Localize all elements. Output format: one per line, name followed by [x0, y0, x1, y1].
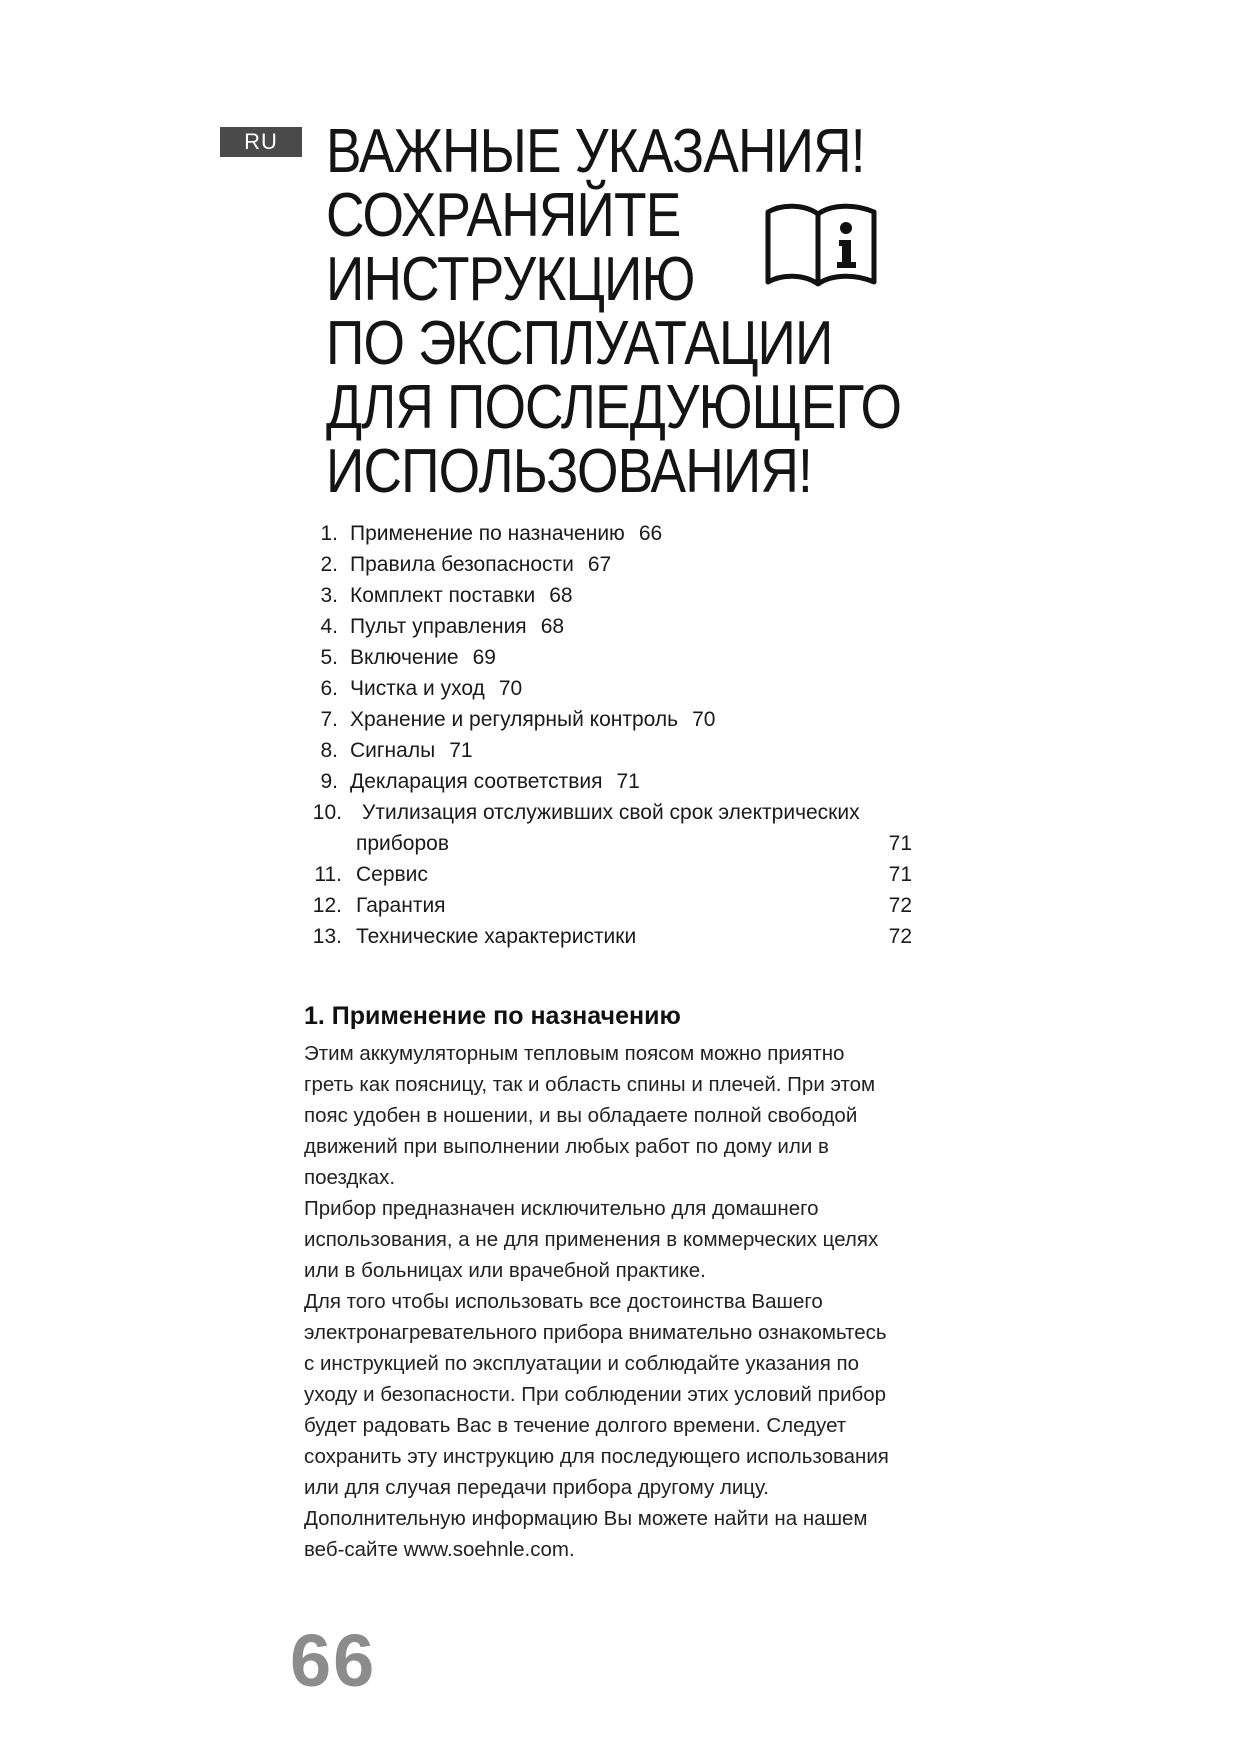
toc-text: Гарантия [356, 894, 446, 917]
toc-number: 8. [320, 739, 338, 762]
toc-item[interactable] [300, 890, 920, 921]
page-number: 66 [290, 1619, 377, 1702]
toc-page: 66 [638, 522, 663, 545]
body-line: поездках. [304, 1166, 396, 1189]
toc-item[interactable] [300, 549, 920, 580]
toc-item[interactable] [300, 611, 920, 642]
toc-page: 72 [888, 925, 912, 948]
page-title [326, 117, 902, 506]
toc-page: 68 [540, 615, 565, 638]
body-line: или для случая передачи прибора другому лицу. [304, 1476, 769, 1499]
toc-item-continuation[interactable] [300, 828, 920, 859]
toc-text: Утилизация отслуживших свой срок электрических [362, 801, 860, 824]
toc-page: 71 [888, 832, 912, 855]
body-line: Для того чтобы использовать все достоинства Вашего [304, 1290, 823, 1313]
table-of-contents [300, 518, 920, 952]
toc-number: 7. [320, 708, 338, 731]
body-line: или в больницах или врачебной практике. [304, 1259, 706, 1282]
title-line-3: ИНСТРУКЦИЮ [326, 245, 695, 314]
body-line: с инструкцией по эксплуатации и соблюдайте указания по [304, 1352, 860, 1375]
body-line: сохранить эту инструкцию для последующего использования [304, 1445, 889, 1468]
toc-page: 67 [587, 553, 612, 576]
toc-item[interactable] [300, 704, 920, 735]
toc-text: Комплект поставки 68 [350, 584, 573, 607]
toc-number: 3. [320, 584, 338, 607]
toc-number: 5. [320, 646, 338, 669]
body-line: Прибор предназначен исключительно для домашнего [304, 1197, 819, 1220]
toc-text: Включение 69 [350, 646, 496, 669]
title-line-1: ВАЖНЫЕ УКАЗАНИЯ! [326, 117, 865, 186]
body-line: будет радовать Вас в течение долгого времени. Следует [304, 1414, 847, 1437]
toc-number: 6. [320, 677, 338, 700]
toc-page: 68 [549, 584, 573, 607]
body-line: пояс удобен в ношении, и вы обладаете полной свободой [304, 1104, 858, 1127]
toc-item[interactable] [300, 673, 920, 704]
toc-page: 71 [616, 770, 640, 793]
toc-item[interactable] [300, 797, 920, 828]
body-line: уходу и безопасности. При соблюдении этих условий прибор [304, 1383, 887, 1406]
toc-number: 10. [312, 801, 342, 824]
toc-text: Декларация соответствия 71 [350, 770, 640, 793]
toc-item[interactable] [300, 642, 920, 673]
toc-number: 9. [320, 770, 338, 793]
toc-text: Сервис [356, 863, 428, 886]
toc-text: Сигналы 71 [350, 739, 473, 762]
toc-text: Чистка и уход 70 [350, 677, 523, 700]
toc-number: 12. [312, 894, 342, 917]
toc-item[interactable] [300, 859, 920, 890]
toc-item[interactable] [300, 735, 920, 766]
body-line: Дополнительную информацию Вы можете найти на нашем [304, 1507, 868, 1530]
body-line: Этим аккумуляторным тепловым поясом можно приятно [304, 1042, 845, 1065]
section-body [304, 1038, 944, 1565]
title-line-5: ДЛЯ ПОСЛЕДУЮЩЕГО [326, 373, 902, 442]
toc-page: 70 [692, 708, 716, 731]
body-line: использования, а не для применения в коммерческих целях [304, 1228, 879, 1251]
toc-item[interactable] [300, 580, 920, 611]
toc-text: Применение по назначению 66 [350, 522, 663, 545]
body-line: движений при выполнении любых работ по дому или в [304, 1135, 829, 1158]
toc-text: Технические характеристики [356, 925, 637, 948]
toc-page: 70 [498, 677, 523, 700]
section-heading: 1. Применение по назначению [304, 1002, 681, 1030]
toc-number: 11. [314, 863, 342, 886]
toc-item[interactable] [300, 921, 920, 952]
title-line-2: СОХРАНЯЙТЕ [326, 181, 681, 250]
title-line-4: ПО ЭКСПЛУАТАЦИИ [326, 309, 833, 378]
toc-number: 13. [312, 925, 342, 948]
body-line: электронагревательного прибора внимательно ознакомьтесь [304, 1321, 887, 1344]
book-info-icon [760, 198, 882, 288]
language-badge: RU [220, 127, 302, 157]
title-line-6: ИСПОЛЬЗОВАНИЯ! [326, 437, 812, 506]
toc-text: Хранение и регулярный контроль 70 [350, 708, 716, 731]
toc-page: 72 [888, 894, 912, 917]
toc-text: Пульт управления 68 [350, 615, 565, 638]
toc-page: 71 [449, 739, 473, 762]
toc-number: 1. [320, 522, 338, 545]
toc-text: приборов [356, 832, 450, 855]
toc-item[interactable] [300, 518, 920, 549]
toc-text: Правила безопасности 67 [350, 553, 612, 576]
toc-item[interactable] [300, 766, 920, 797]
toc-page: 71 [888, 863, 912, 886]
toc-number: 4. [320, 615, 338, 638]
section-intended-use [304, 1000, 944, 1565]
toc-number: 2. [320, 553, 338, 576]
body-line: греть как поясницу, так и область спины и плечей. При этом [304, 1073, 876, 1096]
website-link[interactable]: веб-сайте www.soehnle.com. [304, 1538, 575, 1561]
toc-page: 69 [472, 646, 496, 669]
